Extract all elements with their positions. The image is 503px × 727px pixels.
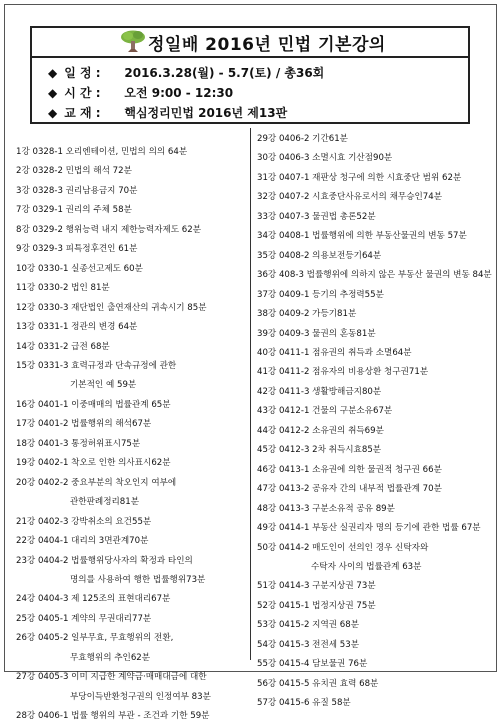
lecture-row: 3강 0328-3 권리남용금지 70분 <box>16 185 138 196</box>
lecture-row: 53강 0415-2 지역권 68분 <box>257 620 360 631</box>
lecture-row: 24강 0404-3 제 125조의 표현대리67분 <box>16 594 171 605</box>
lecture-row: 23강 0404-2 법률행위당사자의 확정과 타인의 <box>16 555 193 566</box>
lecture-row: 17강 0401-2 법률행위의 해석67분 <box>16 419 152 430</box>
lecture-row: 46강 0413-1 소유권에 의한 물권적 청구권 66분 <box>257 464 442 475</box>
lecture-row: 28강 0406-1 법률 행위의 부관 - 조건과 기한 59분 <box>16 711 210 722</box>
lecture-row: 14강 0331-2 급전 68분 <box>16 341 110 352</box>
lecture-row-continuation: 부당이득반환청구권의 인정여부 83분 <box>70 691 211 702</box>
diamond-bullet-icon: ◆ <box>48 86 58 100</box>
lecture-row: 54강 0415-3 전전세 53분 <box>257 639 360 650</box>
lecture-row: 26강 0405-2 일부무효, 무효행위의 전환, <box>16 633 174 644</box>
lecture-row-continuation: 수탁자 사이의 법률관계 63분 <box>311 561 422 572</box>
lecture-row: 57강 0415-6 유질 58분 <box>257 698 351 709</box>
lecture-row: 31강 0407-1 재판상 청구에 의한 시효중단 범위 62분 <box>257 172 462 183</box>
lecture-row: 10강 0330-1 실종선고제도 60분 <box>16 263 143 274</box>
lecture-row: 49강 0414-1 부동산 실권리자 명의 등기에 관한 법률 67분 <box>257 523 481 534</box>
diamond-bullet-icon: ◆ <box>48 106 58 120</box>
lecture-list-left <box>16 143 244 727</box>
lecture-row: 20강 0402-2 중요부분의 착오인지 여부에 <box>16 477 177 488</box>
info-value: 핵심정리민법 2016년 제13판 <box>124 106 288 120</box>
lecture-row: 35강 0408-2 의용보전등기64분 <box>257 250 382 261</box>
info-label: 일 정 : <box>64 66 101 80</box>
diamond-bullet-icon: ◆ <box>48 66 58 80</box>
lecture-row-continuation: 관한판례정리81분 <box>70 497 140 508</box>
lecture-row-continuation: 기본적인 예 59분 <box>70 380 137 391</box>
lecture-row: 11강 0330-2 법인 81분 <box>16 283 110 294</box>
lecture-row: 38강 0409-2 가등기81분 <box>257 309 357 320</box>
lecture-row: 27강 0405-3 이미 지급한 계약금·매매대금에 대한 <box>16 672 207 683</box>
lecture-row: 21강 0402-3 강박취소의 요건55분 <box>16 516 152 527</box>
lecture-row: 33강 0407-3 물권법 총론52분 <box>257 211 376 222</box>
lecture-row: 22강 0404-1 대리의 3면관계70분 <box>16 536 149 547</box>
column-divider <box>250 128 251 660</box>
lecture-row: 42강 0411-3 생활방해금지80분 <box>257 386 382 397</box>
lecture-row: 9강 0329-3 피특정후견인 61분 <box>16 244 138 255</box>
page-title: 정일배 2016년 민법 기본강의 <box>148 35 386 55</box>
title-divider <box>30 56 470 58</box>
lecture-row: 39강 0409-3 물권의 혼동81분 <box>257 328 376 339</box>
lecture-row: 15강 0331-3 효력규정과 단속규정에 관한 <box>16 360 177 371</box>
lecture-row: 45강 0412-3 2차 취득시효85분 <box>257 445 382 456</box>
info-label: 시 간 : <box>64 86 101 100</box>
lecture-row: 52강 0415-1 법정지상권 75분 <box>257 600 376 611</box>
tree-icon <box>120 28 146 54</box>
info-value: 2016.3.28(월) - 5.7(토) / 총36회 <box>124 66 325 80</box>
lecture-row: 37강 0409-1 등기의 추정력55분 <box>257 289 384 300</box>
info-row-textbook <box>48 104 287 121</box>
lecture-row: 55강 0415-4 담보물권 76분 <box>257 659 368 670</box>
lecture-row: 43강 0412-1 건물의 구분소유67분 <box>257 406 393 417</box>
lecture-row: 32강 0407-2 시효중단사유로서의 채무승인74분 <box>257 192 443 203</box>
info-label: 교 재 : <box>64 106 101 120</box>
info-row-time <box>48 84 233 101</box>
lecture-row: 12강 0330-3 재단법인 출연재산의 귀속시기 85분 <box>16 302 207 313</box>
lecture-row: 7강 0329-1 권리의 주체 58분 <box>16 205 132 216</box>
lecture-row: 48강 0413-3 구분소유적 공유 89분 <box>257 503 395 514</box>
lecture-row: 34강 0408-1 법률행위에 의한 부동산물권의 변동 57분 <box>257 231 467 242</box>
info-row-schedule <box>48 64 324 81</box>
lecture-row: 8강 0329-2 행위능력 내지 제한능력자제도 62분 <box>16 224 202 235</box>
lecture-row: 2강 0328-2 민법의 해석 72분 <box>16 166 132 177</box>
lecture-row: 56강 0415-5 유치권 효력 68분 <box>257 678 379 689</box>
lecture-row: 50강 0414-2 매도인이 선의인 경우 신탁자와 <box>257 542 429 553</box>
lecture-row: 29강 0406-2 기간61분 <box>257 134 348 144</box>
lecture-row: 19강 0402-1 착오로 인한 의사표시62분 <box>16 458 171 469</box>
lecture-row-continuation: 명의를 사용하여 행한 법률행위73분 <box>70 574 206 585</box>
lecture-row: 44강 0412-2 소유권의 취득69분 <box>257 425 384 436</box>
lecture-row: 18강 0401-3 통정허위표시75분 <box>16 438 141 449</box>
lecture-row: 47강 0413-2 공유자 간의 내부적 법률관계 70분 <box>257 484 442 495</box>
lecture-row: 1강 0328-1 오리엔테이션, 민법의 의의 64분 <box>16 147 188 157</box>
lecture-row: 40강 0411-1 점유권의 취득과 소멸64분 <box>257 347 412 358</box>
lecture-row: 41강 0411-2 점유자의 비용상환 청구권71분 <box>257 367 429 378</box>
lecture-row: 25강 0405-1 계약의 무권대리77분 <box>16 613 152 624</box>
lecture-list-right <box>257 130 492 714</box>
lecture-row: 36강 408-3 법률행위에 의하지 않은 부동산 물권의 변동 84분 <box>257 270 492 281</box>
lecture-row: 13강 0331-1 정관의 변경 64분 <box>16 322 138 333</box>
lecture-row: 51강 0414-3 구분지상권 73분 <box>257 581 376 592</box>
lecture-row-continuation: 무효행위의 추인62분 <box>70 652 151 663</box>
info-value: 오전 9:00 - 12:30 <box>124 86 234 100</box>
lecture-row: 30강 0406-3 소멸시효 기산점90분 <box>257 153 393 164</box>
lecture-row: 16강 0401-1 이중매매의 법률관계 65분 <box>16 399 171 410</box>
